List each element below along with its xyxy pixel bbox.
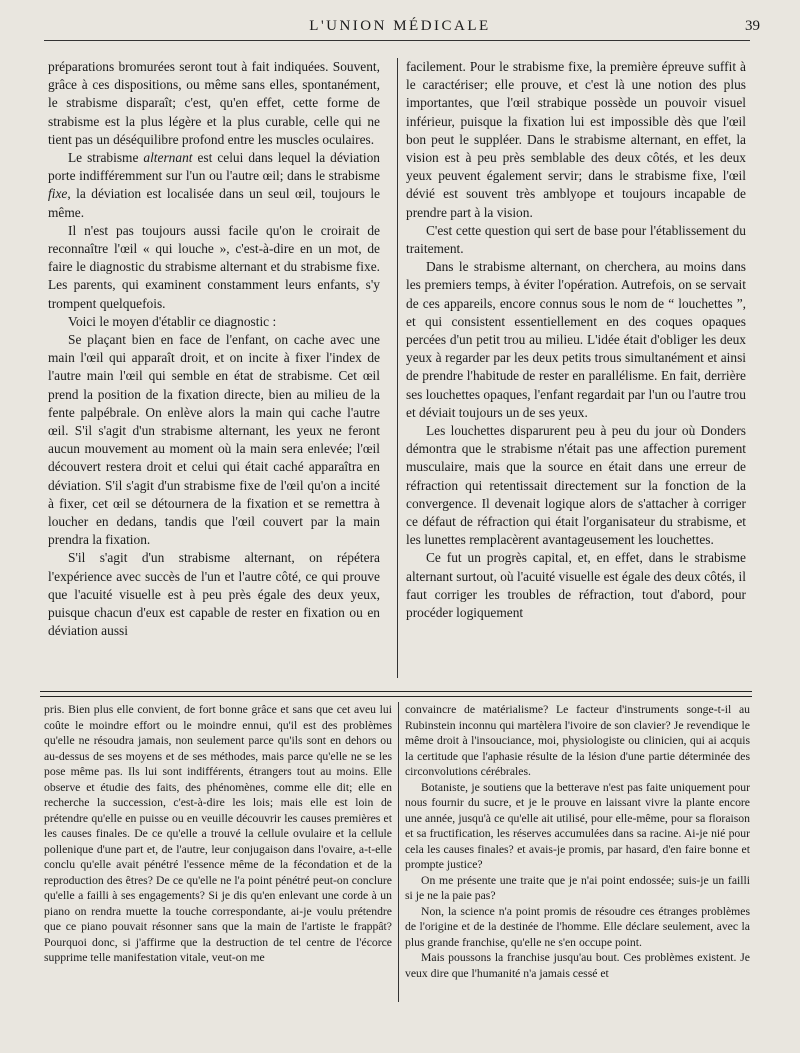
paragraph: Se plaçant bien en face de l'enfant, on cache avec une main l'œil qui apparaît droit, et on incite à fixer l'index de l'autre main l'œil qui semble en état de strabisme. Cet œil prend la position de la fixation directe, bien au milieu de la fente palpébrale. On enlève alors la main qui cache l'autre œil. S'il s'agit d'un strabisme alternant, les yeux ne feront aucun mouvement au moment où la main sera enlevée; l'œil découvert restera droit et celui qui était caché apparaîtra en déviation. S'il s'agit d'un strabisme fixe de l'œil qu'on a incité à fixer, cet œil se détournera de la fixation et se remettra à loucher en dedans, tandis que l'œil couvert par la main prendra la fixation.	[48, 332, 380, 548]
paragraph: Non, la science n'a point promis de résoudre ces étranges problèmes de l'origine et de la destinée de l'homme. Elle déclare seulement, avec la plus grande franchise, qu'elle ne s'en occupe point.	[405, 904, 750, 949]
paragraph: Ce fut un progrès capital, et, en effet, dans le strabisme alternant surtout, où l'acuité visuelle est égale des deux côtés, il faut corriger les troubles de réfraction, tout d'abord, pour procéder logiquement	[406, 550, 746, 621]
paragraph: S'il s'agit d'un strabisme alternant, on répétera l'expérience avec succès de l'un et l'autre côté, ce qui prouve que l'acuité visuelle est à peu près égale des deux yeux, puisque chacun d'eux est capable de rester en fixation ou en déviation aussi	[48, 550, 380, 639]
main-column-right	[406, 58, 746, 622]
main-article	[44, 58, 750, 680]
section-separator	[40, 691, 752, 697]
paragraph: Dans le strabisme alternant, on cherchera, au moins dans les premiers temps, à éviter l'opération. Autrefois, on se servait de ces appareils, encore connus sous le nom de “ louchettes ”, et qui consistent essentiellement en des coques opaques percées d'un petit trou au milieu. L'idée était d'obliger les deux yeux à regarder par les deux petits trous simultanément et ainsi de prendre l'habitude de rester en parallélisme. En fait, derrière ses louchettes opaques, l'enfant regardait par l'un ou l'autre trou et déviait toujours un de ses yeux.	[406, 259, 746, 420]
paragraph: Il n'est pas toujours aussi facile qu'on le croirait de reconnaître l'œil « qui louche », c'est-à-dire en un mot, de faire le diagnostic du strabisme alternant et du strabisme fixe. Les parents, qui examinent constamment leurs enfants, s'y trompent quelquefois.	[48, 222, 380, 311]
running-title: L'UNION MÉDICALE	[309, 18, 491, 34]
column-divider	[398, 702, 399, 1002]
feuilleton-column-right	[405, 702, 750, 981]
feuilleton	[44, 702, 750, 1002]
main-column-left	[48, 58, 380, 641]
paragraph: convaincre de matérialisme? Le facteur d'instruments songe-t-il au Rubinstein inconnu qui martèlera l'ivoire de son clavier? Je revendique le même droit à l'insouciance, moi, physiologiste ou clinicien, qui ai acquis la certitude que l'aphasie résulte de la lésion d'une partie déterminée des circonvolutions cérébrales.	[405, 703, 750, 778]
page-number: 39	[745, 18, 760, 34]
page-header	[40, 14, 760, 42]
paragraph: On me présente une traite que je n'ai point endossée; suis-je un failli si je ne la paie pas?	[405, 873, 750, 902]
column-divider	[397, 58, 398, 678]
paragraph: Mais poussons la franchise jusqu'au bout. Ces problèmes existent. Je veux dire que l'humanité n'a jamais cessé et	[405, 951, 750, 980]
paragraph: Voici le moyen d'établir ce diagnostic :	[68, 313, 277, 329]
paragraph: Botaniste, je soutiens que la betterave n'est pas faite uniquement pour nous fournir du sucre, et je le prouve en laissant vivre la plante encore une année, jusqu'à ce qu'elle ait utilisé, pour elle-même, pour sa floraison et sa fructification, les réserves accumulées dans sa racine. Ai-je nié pour cela les causes finales? et avais-je promis, par hasard, d'en faire bonne et prompte justice?	[405, 780, 750, 871]
paragraph: préparations bromurées seront tout à fait indiquées. Souvent, grâce à ces dispositions, ou même sans elles, spontanément, le strabisme disparaît; c'est, qu'en effet, cette forme de strabisme est la plus légère et la plus curable, celle qui ne tient pas un déséquilibre profond entre les muscles oculaires.	[48, 59, 380, 147]
header-rule	[44, 40, 750, 41]
paragraph: Les louchettes disparurent peu à peu du jour où Donders démontra que le strabisme n'était pas une affection purement musculaire, mais que la source en était dans une erreur de réfraction qui retentissait directement sur la fonction de la convergence. Il devenait logique alors de s'attacher à corriger ce défaut de réfraction qui était l'organisateur du strabisme, et les lunettes remplacèrent avantageusement les louchettes.	[406, 423, 746, 548]
paragraph: pris. Bien plus elle convient, de fort bonne grâce et sans que cet aveu lui coûte le moindre effort ou le moindre ennui, qu'il est des problèmes qu'elle ne résoudra jamais, non seulement parce qu'ils sont en dehors ou au-dessus de ses moyens et de ses méthodes, mais parce qu'elle ne se les pose même pas. Ils lui sont indifférents, étrangers tout au moins. Elle observe et étudie des faits, des phénomènes, comme elle dit; elle en recherche la succession, c'est-à-dire les lois; mais elle est loin de prétendre qu'elle en puisse ou en veuille découvrir les causes premières et les causes finales. De ce qu'elle a trouvé la cellule ovulaire et la cellule pollenique d'une part et, de l'autre, leur conjugaison dans l'ovaire, a-t-elle conclu qu'elle avait pénétré l'essence même de la fécondation et de la reproduction des êtres? De ce qu'elle ne l'a point pénétré peut-on conclure qu'elle a failli à ses engagements? Si je dis qu'en enlevant une corde à un piano on rendra muette la touche correspondante, ai-je voulu prétendre que ce piano pouvait résonner sans que la main de l'artiste le frappât? Pourquoi donc, si j'affirme que la destruction de tel centre de l'écorce supprime telle manifestation vitale, veut-on me	[44, 703, 392, 964]
paragraph: facilement. Pour le strabisme fixe, la première épreuve suffit à le caractériser; elle prouve, et c'est là une notion des plus importantes, que l'œil strabique possède un pouvoir visuel inférieur, puisque la fixation lui est impossible dès que l'œil bon peut le suppléer. Dans le strabisme alternant, en effet, la vision est à peu près semblable des deux côtés, et les deux yeux peuvent également servir; dans le strabisme fixe, l'œil dévié est souvent très amblyope et toujours incapable de prendre part à la vision.	[406, 59, 746, 220]
feuilleton-column-left	[44, 702, 392, 966]
paragraph: Le strabisme alternant est celui dans lequel la déviation porte indifféremment sur l'un ou l'autre œil; dans le strabisme fixe, la déviation est localisée dans un seul œil, toujours le même.	[48, 150, 380, 220]
paragraph: C'est cette question qui sert de base pour l'établissement du traitement.	[406, 222, 746, 257]
